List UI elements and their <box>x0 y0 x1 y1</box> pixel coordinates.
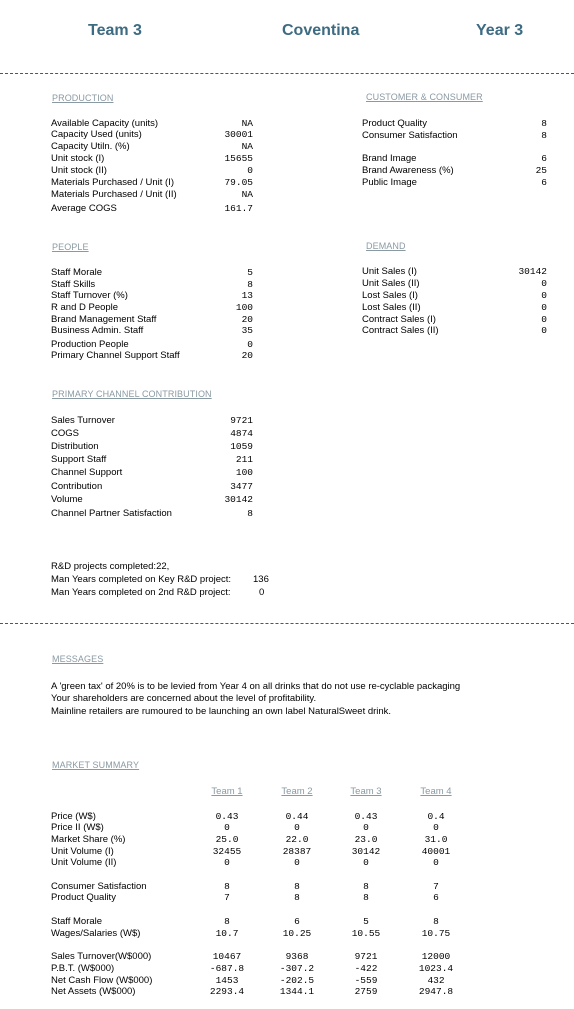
row-value: 13 <box>241 290 253 301</box>
row-value: 35 <box>241 325 253 336</box>
rnd-second-label: Man Years completed on 2nd R&D project: <box>51 587 231 598</box>
market-cell: 0.43 <box>354 811 378 822</box>
market-cell: 1453 <box>215 975 239 986</box>
market-cell: 7 <box>433 881 439 892</box>
row-label: R and D People <box>51 302 119 313</box>
row-value: 1059 <box>230 441 253 452</box>
production-title: PRODUCTION <box>52 93 114 103</box>
row-label: COGS <box>51 428 79 439</box>
market-row-label: Wages/Salaries (W$) <box>51 928 141 939</box>
row-label: Primary Channel Support Staff <box>51 350 180 361</box>
row-label: Brand Management Staff <box>51 314 157 325</box>
row-label: Volume <box>51 494 83 505</box>
market-cell: 25.0 <box>215 834 239 845</box>
market-cell: 10.55 <box>351 928 381 939</box>
market-team-header: Team 2 <box>281 786 313 797</box>
row-label: Business Admin. Staff <box>51 325 144 336</box>
row-value: 0 <box>247 165 253 176</box>
row-value: NA <box>241 141 253 152</box>
market-cell: -687.8 <box>209 963 245 974</box>
market-cell: 32455 <box>212 846 242 857</box>
row-value: 8 <box>541 118 547 129</box>
row-value: 100 <box>235 467 253 478</box>
row-value: 9721 <box>230 415 253 426</box>
row-label: Consumer Satisfaction <box>362 130 458 141</box>
market-team-header: Team 3 <box>350 786 382 797</box>
row-label: Average COGS <box>51 203 117 214</box>
rnd-key-label: Man Years completed on Key R&D project: <box>51 574 232 585</box>
row-label: Channel Partner Satisfaction <box>51 508 172 519</box>
market-row-label: P.B.T. (W$000) <box>51 963 115 974</box>
row-value: 30142 <box>518 266 547 277</box>
market-cell: 22.0 <box>285 834 309 845</box>
rnd-key-value: 136 <box>253 574 269 585</box>
market-row-label: Consumer Satisfaction <box>51 881 147 892</box>
market-cell: 8 <box>294 892 300 903</box>
market-cell: 0 <box>433 822 439 833</box>
market-cell: -307.2 <box>279 963 315 974</box>
top-divider <box>0 73 574 74</box>
market-row-label: Unit Volume (II) <box>51 857 117 868</box>
market-cell: 5 <box>363 916 369 927</box>
market-cell: 10.25 <box>282 928 312 939</box>
market-cell: 10.7 <box>215 928 239 939</box>
year-title: Year 3 <box>476 22 524 39</box>
market-cell: 8 <box>224 881 230 892</box>
market-row-label: Product Quality <box>51 892 116 903</box>
market-cell: 2759 <box>354 986 378 997</box>
row-label: Staff Turnover (%) <box>51 290 128 301</box>
row-label: Channel Support <box>51 467 123 478</box>
message-line: A 'green tax' of 20% is to be levied from Year 4 on all drinks that do not use re-cyclable packaging <box>51 681 461 692</box>
row-value: NA <box>241 118 253 129</box>
message-line: Mainline retailers are rumoured to be launching an own label NaturalSweet drink. <box>51 706 392 717</box>
row-value: 15655 <box>224 153 253 164</box>
row-label: Staff Morale <box>51 267 103 278</box>
people-title: PEOPLE <box>52 242 89 252</box>
market-cell: 6 <box>294 916 300 927</box>
row-label: Brand Awareness (%) <box>362 165 454 176</box>
market-cell: 0.44 <box>285 811 309 822</box>
row-label: Production People <box>51 339 129 350</box>
market-cell: 9368 <box>285 951 309 962</box>
row-value: 0 <box>247 339 253 350</box>
market-cell: 9721 <box>354 951 378 962</box>
row-label: Distribution <box>51 441 99 452</box>
customer-title: CUSTOMER & CONSUMER <box>366 92 483 102</box>
market-cell: 7 <box>224 892 230 903</box>
market-cell: 12000 <box>421 951 451 962</box>
row-value: 79.05 <box>224 177 253 188</box>
market-row-label: Price II (W$) <box>51 822 104 833</box>
messages-title: MESSAGES <box>52 654 104 664</box>
channel-title: PRIMARY CHANNEL CONTRIBUTION <box>52 389 212 399</box>
row-value: 0 <box>541 302 547 313</box>
market-cell: 0 <box>433 857 439 868</box>
market-cell: 0.4 <box>427 811 445 822</box>
market-cell: 0 <box>294 857 300 868</box>
row-label: Product Quality <box>362 118 427 129</box>
market-cell: 0 <box>363 822 369 833</box>
row-value: 0 <box>541 314 547 325</box>
row-value: 6 <box>541 153 547 164</box>
row-label: Capacity Used (units) <box>51 129 142 140</box>
row-value: 100 <box>235 302 253 313</box>
rnd-second-value: 0 <box>259 587 265 598</box>
market-cell: 10467 <box>212 951 242 962</box>
message-line: Your shareholders are concerned about the level of profitability. <box>51 693 317 704</box>
market-summary-title: MARKET SUMMARY <box>52 760 140 770</box>
market-cell: 8 <box>224 916 230 927</box>
market-cell: 28387 <box>282 846 312 857</box>
market-cell: 0.43 <box>215 811 239 822</box>
row-label: Unit Sales (II) <box>362 278 420 289</box>
market-cell: 432 <box>427 975 445 986</box>
demand-title: DEMAND <box>366 241 406 251</box>
market-team-header: Team 4 <box>420 786 452 797</box>
region-title: Coventina <box>282 22 360 39</box>
row-value: 8 <box>247 279 253 290</box>
row-value: 8 <box>247 508 253 519</box>
row-label: Public Image <box>362 177 417 188</box>
market-cell: 0 <box>224 822 230 833</box>
market-cell: 23.0 <box>354 834 378 845</box>
row-label: Unit Sales (I) <box>362 266 417 277</box>
row-value: 211 <box>235 454 253 465</box>
market-row-label: Price (W$) <box>51 811 96 822</box>
market-cell: 0 <box>294 822 300 833</box>
market-row-label: Net Assets (W$000) <box>51 986 136 997</box>
market-row-label: Unit Volume (I) <box>51 846 114 857</box>
market-cell: 2947.8 <box>418 986 454 997</box>
row-value: NA <box>241 189 253 200</box>
row-value: 30001 <box>224 129 253 140</box>
row-label: Capacity Utiln. (%) <box>51 141 130 152</box>
row-label: Available Capacity (units) <box>51 118 159 129</box>
row-label: Unit stock (I) <box>51 153 105 164</box>
market-cell: 1023.4 <box>418 963 454 974</box>
row-value: 0 <box>541 278 547 289</box>
row-value: 30142 <box>224 494 253 505</box>
market-cell: -422 <box>354 963 378 974</box>
row-value: 0 <box>541 325 547 336</box>
row-label: Materials Purchased / Unit (II) <box>51 189 177 200</box>
row-label: Support Staff <box>51 454 107 465</box>
market-row-label: Net Cash Flow (W$000) <box>51 975 153 986</box>
market-cell: -202.5 <box>279 975 315 986</box>
row-value: 5 <box>247 267 253 278</box>
row-value: 3477 <box>230 481 253 492</box>
market-cell: 6 <box>433 892 439 903</box>
market-row-label: Staff Morale <box>51 916 103 927</box>
market-cell: 1344.1 <box>279 986 315 997</box>
row-value: 0 <box>541 290 547 301</box>
row-label: Contribution <box>51 481 103 492</box>
row-value: 8 <box>541 130 547 141</box>
market-row-label: Market Share (%) <box>51 834 126 845</box>
market-cell: 30142 <box>351 846 381 857</box>
middle-divider <box>0 623 574 624</box>
row-value: 25 <box>535 165 547 176</box>
team-title: Team 3 <box>88 22 142 39</box>
row-value: 20 <box>241 314 253 325</box>
market-cell: 8 <box>294 881 300 892</box>
market-cell: 2293.4 <box>209 986 245 997</box>
market-cell: -559 <box>354 975 378 986</box>
row-label: Staff Skills <box>51 279 96 290</box>
market-cell: 0 <box>363 857 369 868</box>
row-label: Brand Image <box>362 153 417 164</box>
row-label: Contract Sales (I) <box>362 314 436 325</box>
market-cell: 40001 <box>421 846 451 857</box>
market-cell: 10.75 <box>421 928 451 939</box>
market-team-header: Team 1 <box>211 786 243 797</box>
market-cell: 0 <box>224 857 230 868</box>
row-label: Lost Sales (II) <box>362 302 421 313</box>
rnd-completed: R&D projects completed:22, <box>51 561 170 572</box>
row-value: 6 <box>541 177 547 188</box>
market-cell: 8 <box>433 916 439 927</box>
row-label: Sales Turnover <box>51 415 115 426</box>
row-label: Materials Purchased / Unit (I) <box>51 177 175 188</box>
row-value: 20 <box>241 350 253 361</box>
row-value: 161.7 <box>224 203 253 214</box>
row-label: Unit stock (II) <box>51 165 107 176</box>
row-label: Contract Sales (II) <box>362 325 439 336</box>
market-row-label: Sales Turnover(W$000) <box>51 951 152 962</box>
row-value: 4874 <box>230 428 253 439</box>
market-cell: 8 <box>363 881 369 892</box>
market-cell: 31.0 <box>424 834 448 845</box>
row-label: Lost Sales (I) <box>362 290 418 301</box>
market-cell: 8 <box>363 892 369 903</box>
